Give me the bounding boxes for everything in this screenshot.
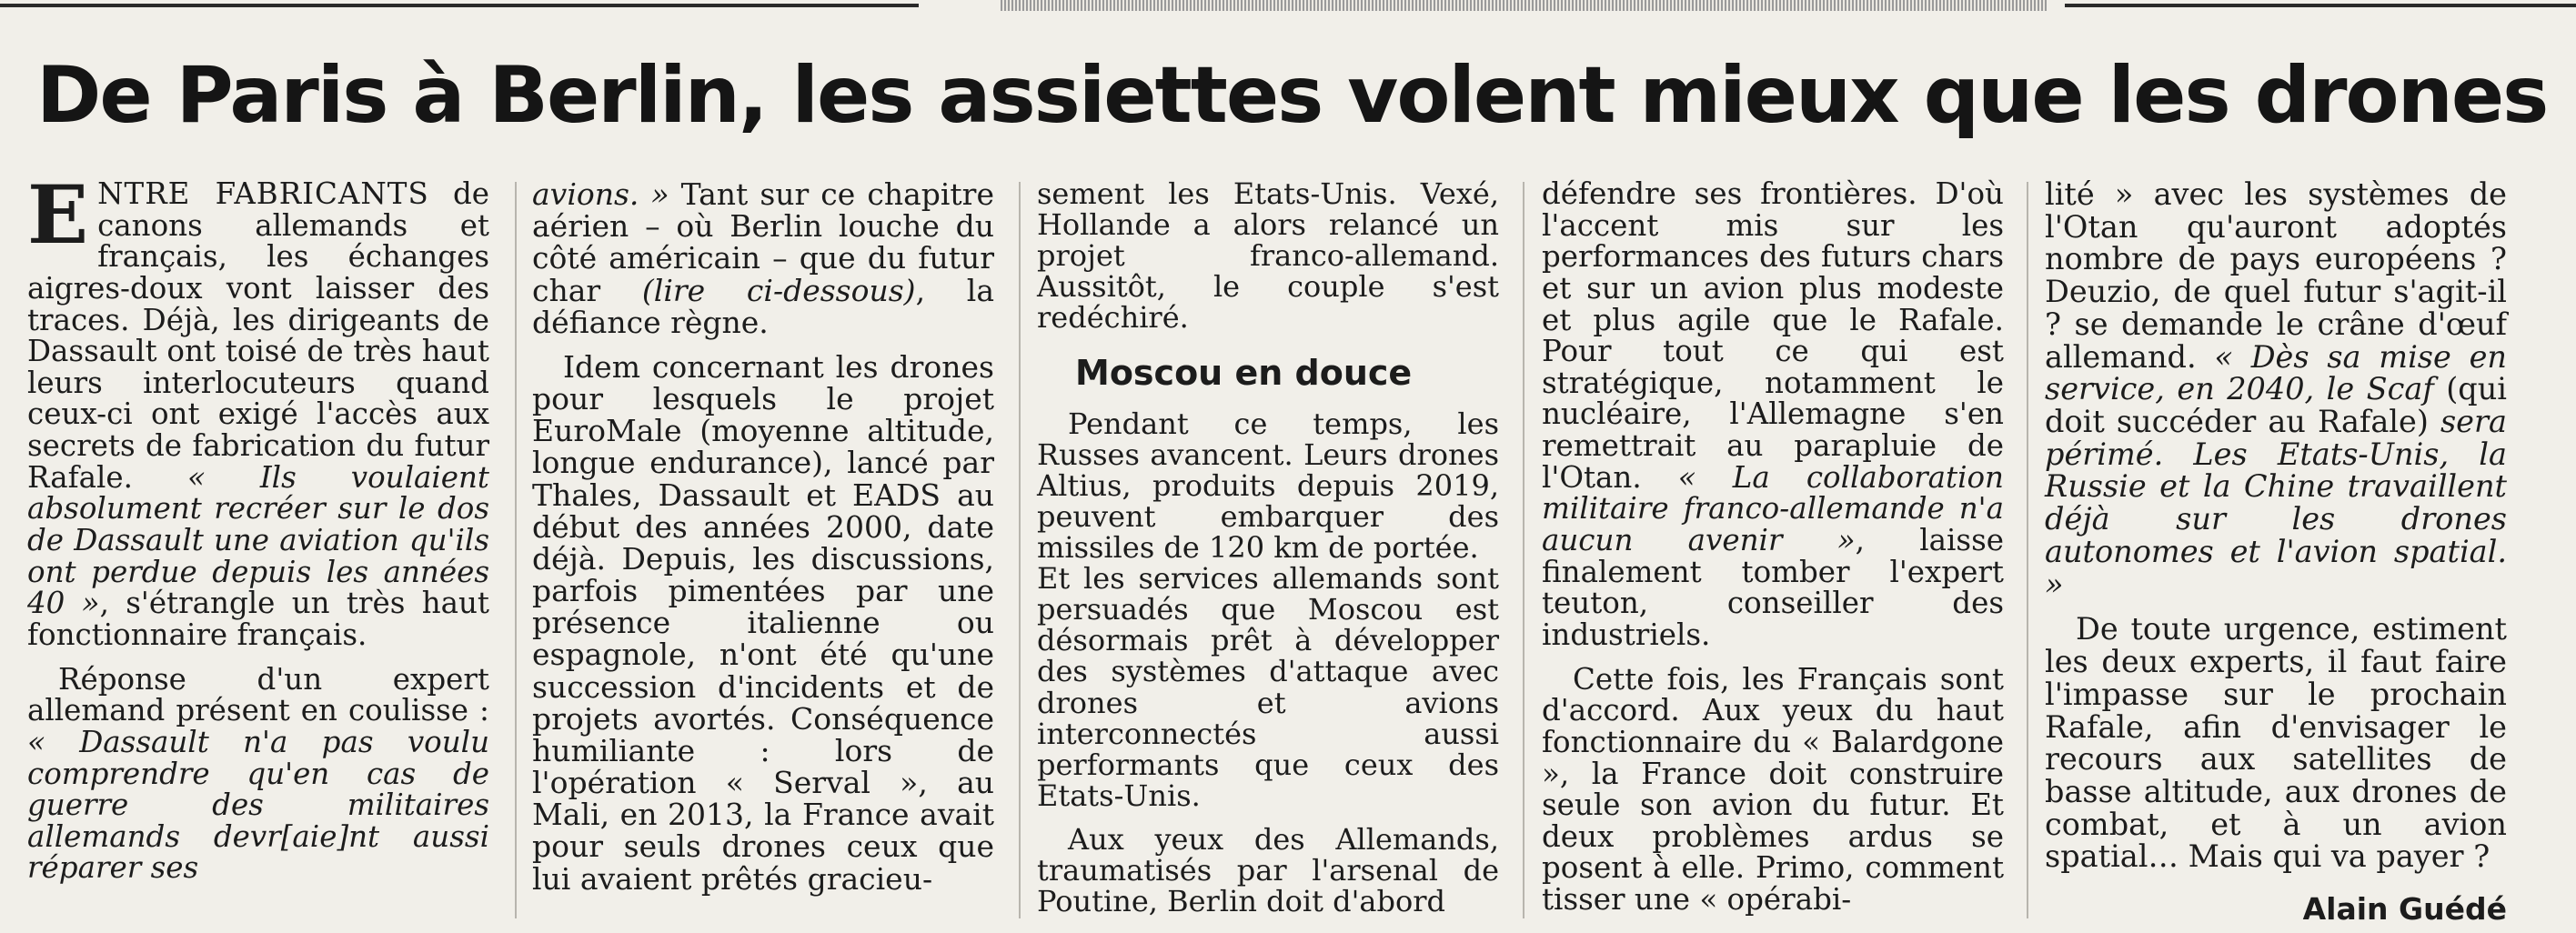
paragraph: Et les services allemands sont persuadés que Moscou est désormais prêt à développer des systèmes d'attaque avec drones et avions interconnectés aussi performants que ceux des Etats-Unis.: [1037, 561, 1499, 813]
top-rule-left: [0, 4, 919, 7]
top-hatch-band: [1001, 0, 2047, 11]
quote: « Dassault n'a pas voulu comprendre qu'en cas de guerre des militaires allemands devr[aie]nt aussi réparer ses: [27, 724, 489, 886]
column-separator: [2027, 182, 2028, 918]
top-rule-right: [2065, 4, 2576, 7]
text: de canons allemands et français, les échanges aigres-doux vont laisser des traces. Déjà, les dirigeants de Dassault ont toisé de très haut leurs interlocuteurs quand ceux-ci ont exigé l'accès aux secrets de fabrication du futur Rafale.: [27, 176, 489, 495]
text: (qui doit succéder au Rafale): [2045, 371, 2507, 440]
article-column-1: [27, 167, 489, 886]
paragraph: [532, 178, 994, 338]
paragraph: [27, 167, 489, 652]
paragraph: De toute urgence, estiment les deux experts, il faut faire l'impasse sur le prochain Rafale, afin d'envisager le recours aux satellites de basse altitude, aux drones de combat, et à un avion spatial… Mais qui va payer ?: [2045, 611, 2507, 875]
text: défendre ses frontières. D'où l'accent mis sur les performances des futurs chars et sur un avion plus modeste et plus agile que le Rafale. Pour tout ce qui est stratégique, notamment le nucléaire, l'Allemagne s'en remettrait au parapluie de l'Otan.: [1542, 176, 2004, 495]
paragraph: sement les Etats-Unis. Vexé, Hollande a alors relancé un projet franco-allemand. Aussitôt, le couple s'est redéchiré.: [1037, 176, 1499, 336]
paragraph: Aux yeux des Allemands, traumatisés par l'arsenal de Poutine, Berlin doit d'abord: [1037, 821, 1499, 919]
lead-in: NTRE FABRICANTS: [97, 176, 429, 211]
quote: sera périmé. Les Etats-Unis, la Russie et la Chine travaillent déjà sur les drones autonomes et l'avion spatial. »: [2045, 404, 2507, 602]
paragraph: [27, 661, 489, 886]
text: , s'étrangle un très haut fonctionnaire français.: [27, 586, 489, 652]
article-column-3: [1037, 178, 1499, 917]
quote: avions. »: [532, 176, 669, 212]
quote: « Dès sa mise en service, en 2040, le Scaf: [2045, 338, 2507, 407]
article-column-2: [532, 178, 994, 895]
text: lité » avec les systèmes de l'Otan qu'auront adoptés nombre de pays européens ? Deuzio, de quel futur s'agit-il ? se demande le crâne d'œuf allemand.: [2045, 176, 2507, 375]
text: Tant sur ce chapitre aérien – où Berlin louche du côté américain – que du futur char: [532, 176, 994, 308]
quote: « La collaboration militaire franco-allemande n'a aucun avenir »: [1542, 459, 2004, 558]
column-separator: [1523, 182, 1524, 918]
drop-cap: E: [27, 167, 89, 262]
paragraph: Pendant ce temps, les Russes avancent. Leurs drones Altius, produits depuis 2019, peuvent embarquer des missiles de 120 km de portée.: [1037, 406, 1499, 565]
text: Réponse d'un expert allemand présent en coulisse :: [27, 661, 489, 728]
paragraph: [2045, 178, 2507, 600]
column-separator: [1019, 182, 1021, 918]
text: , la défiance règne.: [532, 272, 994, 340]
paragraph: Idem concernant les drones pour lesquels le projet EuroMale (moyenne altitude, longue endurance), lancé par Thales, Dassault et EADS au début des années 2000, date déjà. Depuis, les discussions, parfois pimentées par une présence italienne ou espagnole, n'ont été qu'une succession d'incidents et de projets avortés. Conséquence humiliante : lors de l'opération « Serval », au Mali, en 2013, la France avait pour seuls drones ceux que lui avaient prêtés gracieu-: [532, 348, 994, 897]
text: , laisse finalement tomber l'expert teuton, conseiller des industriels.: [1542, 523, 2005, 652]
headline: De Paris à Berlin, les assiettes volent mieux que les drones: [36, 50, 2548, 141]
article-column-4: [1542, 178, 2004, 916]
article-column-5: [2045, 178, 2507, 926]
column-separator: [515, 182, 517, 918]
quote: « Ils voulaient absolument recréer sur le dos de Dassault une aviation qu'ils ont perdue depuis les années 40 »: [27, 459, 489, 621]
cross-reference: (lire ci-dessous): [641, 272, 916, 308]
byline: Alain Guédé: [2302, 891, 2507, 928]
subheading: Moscou en douce: [1075, 352, 1413, 393]
paragraph: [1542, 178, 2004, 651]
paragraph: Cette fois, les Français sont d'accord. Aux yeux du haut fonctionnaire du « Balardgone », la France doit construire seule son avion du futur. Et deux problèmes ardus se posent à elle. Primo, comment tisser une « opérabi-: [1542, 661, 2004, 918]
